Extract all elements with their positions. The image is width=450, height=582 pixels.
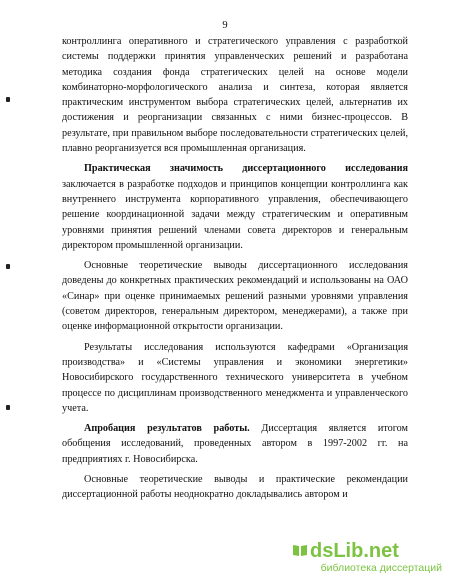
paragraph (62, 421, 408, 467)
paragraph (62, 472, 408, 503)
paragraph-text: контроллинга оперативного и стратегического управления с разработкой системы поддержки принятия управленческих решений и разработана методика создания фонда стратегических целей на основе модели комбинаторно-морфологического анализа и синтеза, которая является практическим инструментом выбора стратегических целей, альтернатив их достижения и реорганизации связанных с ними бизнес-процессов. В результате, при правильном выборе последовательности стратегических целей, плавно реорганизуется вся промышленная организация. (62, 36, 408, 155)
watermark-link[interactable] (292, 538, 442, 576)
page-number: 9 (222, 20, 228, 31)
paragraph (62, 258, 408, 334)
paragraph (62, 34, 408, 156)
paragraph-text: Основные теоретические выводы диссертационного исследования доведены до конкретных практических рекомендаций и использованы на ОАО «Синар» при оценке принимаемых решений разными уровнями управления (советом директоров, генеральным директором, менеджерами), а также при оценке информационной открытости организации. (62, 260, 408, 333)
watermark-subtitle: библиотека диссертаций (320, 562, 442, 574)
paragraph-lead: Апробация результатов работы. (84, 423, 250, 435)
paragraph (62, 340, 408, 416)
margin-mark (6, 97, 10, 102)
document-body (62, 34, 408, 508)
paragraph-text: заключается в разработке подходов и принципов концепции контроллинга как внутреннего инструмента корпоративного управления, обеспечивающего решение координационной задачи между стратегическим и оперативным уровнями принятия решений членами совета директоров и генеральным директором промышленной организации. (62, 178, 408, 251)
watermark-logo-text: dsLib.net (310, 540, 399, 562)
paragraph-text: Диссертация является итогом обобщения исследований, проведенных автором в 1997-2002 гг. на предприятиях г. Новосибирска. (62, 423, 408, 465)
book-icon (292, 542, 308, 558)
paragraph-text: Основные теоретические выводы и практические рекомендации диссертационной работы неоднократно докладывались автором и (62, 474, 408, 501)
paragraph (62, 161, 408, 253)
margin-mark (6, 405, 10, 410)
paragraph-text: Результаты исследования используются кафедрами «Организация производства» и «Системы управления и экономики энергетики» Новосибирского государственного технического университета в учебном процессе по дисциплинам производственного менеджмента и управленческого учета. (62, 341, 408, 414)
paragraph-lead: Практическая значимость диссертационного исследования (84, 163, 408, 175)
margin-mark (6, 264, 10, 269)
